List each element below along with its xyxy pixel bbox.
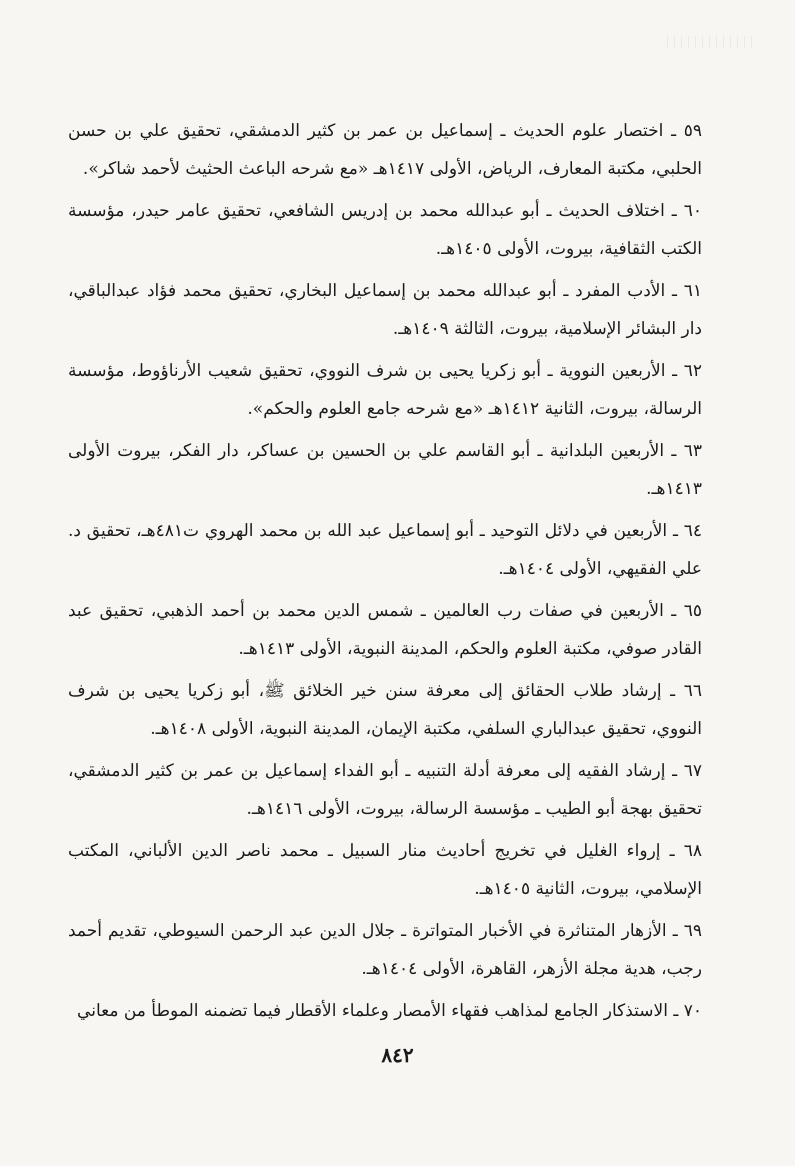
entry-separator: ـ: [665, 761, 684, 781]
entry-number: ٦٩: [683, 921, 702, 941]
bibliography-entry: [68, 592, 702, 668]
bibliography-entry: [68, 672, 702, 748]
entry-text: الأربعين في صفات رب العالمين ـ شمس الدين محمد بن أحمد الذهبي، تحقيق عبد القادر صوفي، مكتبة العلوم والحكم، المدينة النبوية، الأولى ١٤١٣هـ.: [68, 601, 702, 659]
entry-text: الأربعين في دلائل التوحيد ـ أبو إسماعيل عبد الله بن محمد الهروي ت٤٨١هـ، تحقيق د. علي الفقيهي، الأولى ١٤٠٤هـ.: [68, 521, 702, 579]
entry-text: إرشاد الفقيه إلى معرفة أدلة التنبيه ـ أبو الفداء إسماعيل بن عمر بن كثير الدمشقي، تحقيق بهجة أبو الطيب ـ مؤسسة الرسالة، بيروت، الأولى ١٤١٦هـ.: [68, 761, 702, 819]
entry-number: ٦٨: [683, 841, 702, 861]
entry-text: الأربعين النووية ـ أبو زكريا يحيى بن شرف النووي، تحقيق شعيب الأرناؤوط، مؤسسة الرسالة، بيروت، الثانية ١٤١٢هـ «مع شرحه جامع العلوم والحكم».: [68, 361, 702, 419]
entry-separator: ـ: [661, 681, 684, 701]
bibliography-entry: [68, 912, 702, 988]
entry-number: ٦٦: [683, 681, 702, 701]
entry-number: ٦٠: [683, 201, 702, 221]
entry-text: اختلاف الحديث ـ أبو عبدالله محمد بن إدريس الشافعي، تحقيق عامر حيدر، مؤسسة الكتب الثقافية، بيروت، الأولى ١٤٠٥هـ.: [68, 201, 702, 259]
page-number: ٨٤٢: [381, 1043, 414, 1067]
entry-separator: ـ: [663, 601, 684, 621]
entry-number: ٧٠: [683, 1001, 702, 1021]
entry-text: الأربعين البلدانية ـ أبو القاسم علي بن الحسين بن عساكر، دار الفكر، بيروت الأولى ١٤١٣هـ.: [68, 441, 702, 499]
bibliography-entry: [68, 992, 702, 1030]
entry-separator: ـ: [666, 921, 684, 941]
entry-separator: ـ: [665, 361, 684, 381]
bibliography-entry: [68, 512, 702, 588]
entry-separator: ـ: [664, 441, 684, 461]
bibliography-entry: [68, 832, 702, 908]
entry-text: اختصار علوم الحديث ـ إسماعيل بن عمر بن كثير الدمشقي، تحقيق علي بن حسن الحلبي، مكتبة المعارف، الرياض، الأولى ١٤١٧هـ «مع شرحه الباعث الحثيث لأحمد شاكر».: [68, 121, 702, 179]
entry-text: إرشاد طلاب الحقائق إلى معرفة سنن خير الخلائق ﷺ، أبو زكريا يحيى بن شرف النووي، تحقيق عبدالباري السلفي، مكتبة الإيمان، المدينة النبوية، الأولى ١٤٠٨هـ.: [68, 681, 702, 739]
entry-separator: ـ: [663, 121, 684, 141]
entry-number: ٦١: [683, 281, 702, 301]
entry-separator: ـ: [667, 1001, 684, 1021]
bibliography-entry: [68, 192, 702, 268]
entry-text: الاستذكار الجامع لمذاهب فقهاء الأمصار وعلماء الأقطار فيما تضمنه الموطأ من معاني: [77, 1001, 668, 1021]
entry-number: ٦٤: [683, 521, 702, 541]
bibliography-entry: [68, 752, 702, 828]
entry-number: ٦٣: [683, 441, 702, 461]
bibliography-entry: [68, 112, 702, 188]
entry-text: إرواء الغليل في تخريج أحاديث منار السبيل ـ محمد ناصر الدين الألباني، المكتب الإسلامي، بيروت، الثانية ١٤٠٥هـ.: [68, 841, 702, 899]
bibliography-entry: [68, 352, 702, 428]
entry-text: الأزهار المتناثرة في الأخبار المتواترة ـ جلال الدين عبد الرحمن السيوطي، تقديم أحمد رجب، هدية مجلة الأزهر، القاهرة، الأولى ١٤٠٤هـ.: [68, 921, 702, 979]
entry-separator: ـ: [660, 841, 684, 861]
entry-number: ٥٩: [683, 121, 702, 141]
entry-number: ٦٧: [683, 761, 702, 781]
bibliography-entry: [68, 272, 702, 348]
entry-separator: ـ: [664, 201, 684, 221]
bibliography-entry: [68, 432, 702, 508]
bibliography-list: [68, 112, 702, 1034]
entry-text: الأدب المفرد ـ أبو عبدالله محمد بن إسماعيل البخاري، تحقيق محمد فؤاد عبدالباقي، دار البشائر الإسلامية، بيروت، الثالثة ١٤٠٩هـ.: [68, 281, 702, 339]
entry-separator: ـ: [665, 281, 684, 301]
scan-speck: [667, 36, 757, 48]
entry-number: ٦٢: [683, 361, 703, 381]
entry-number: ٦٥: [683, 601, 702, 621]
entry-separator: ـ: [667, 521, 684, 541]
